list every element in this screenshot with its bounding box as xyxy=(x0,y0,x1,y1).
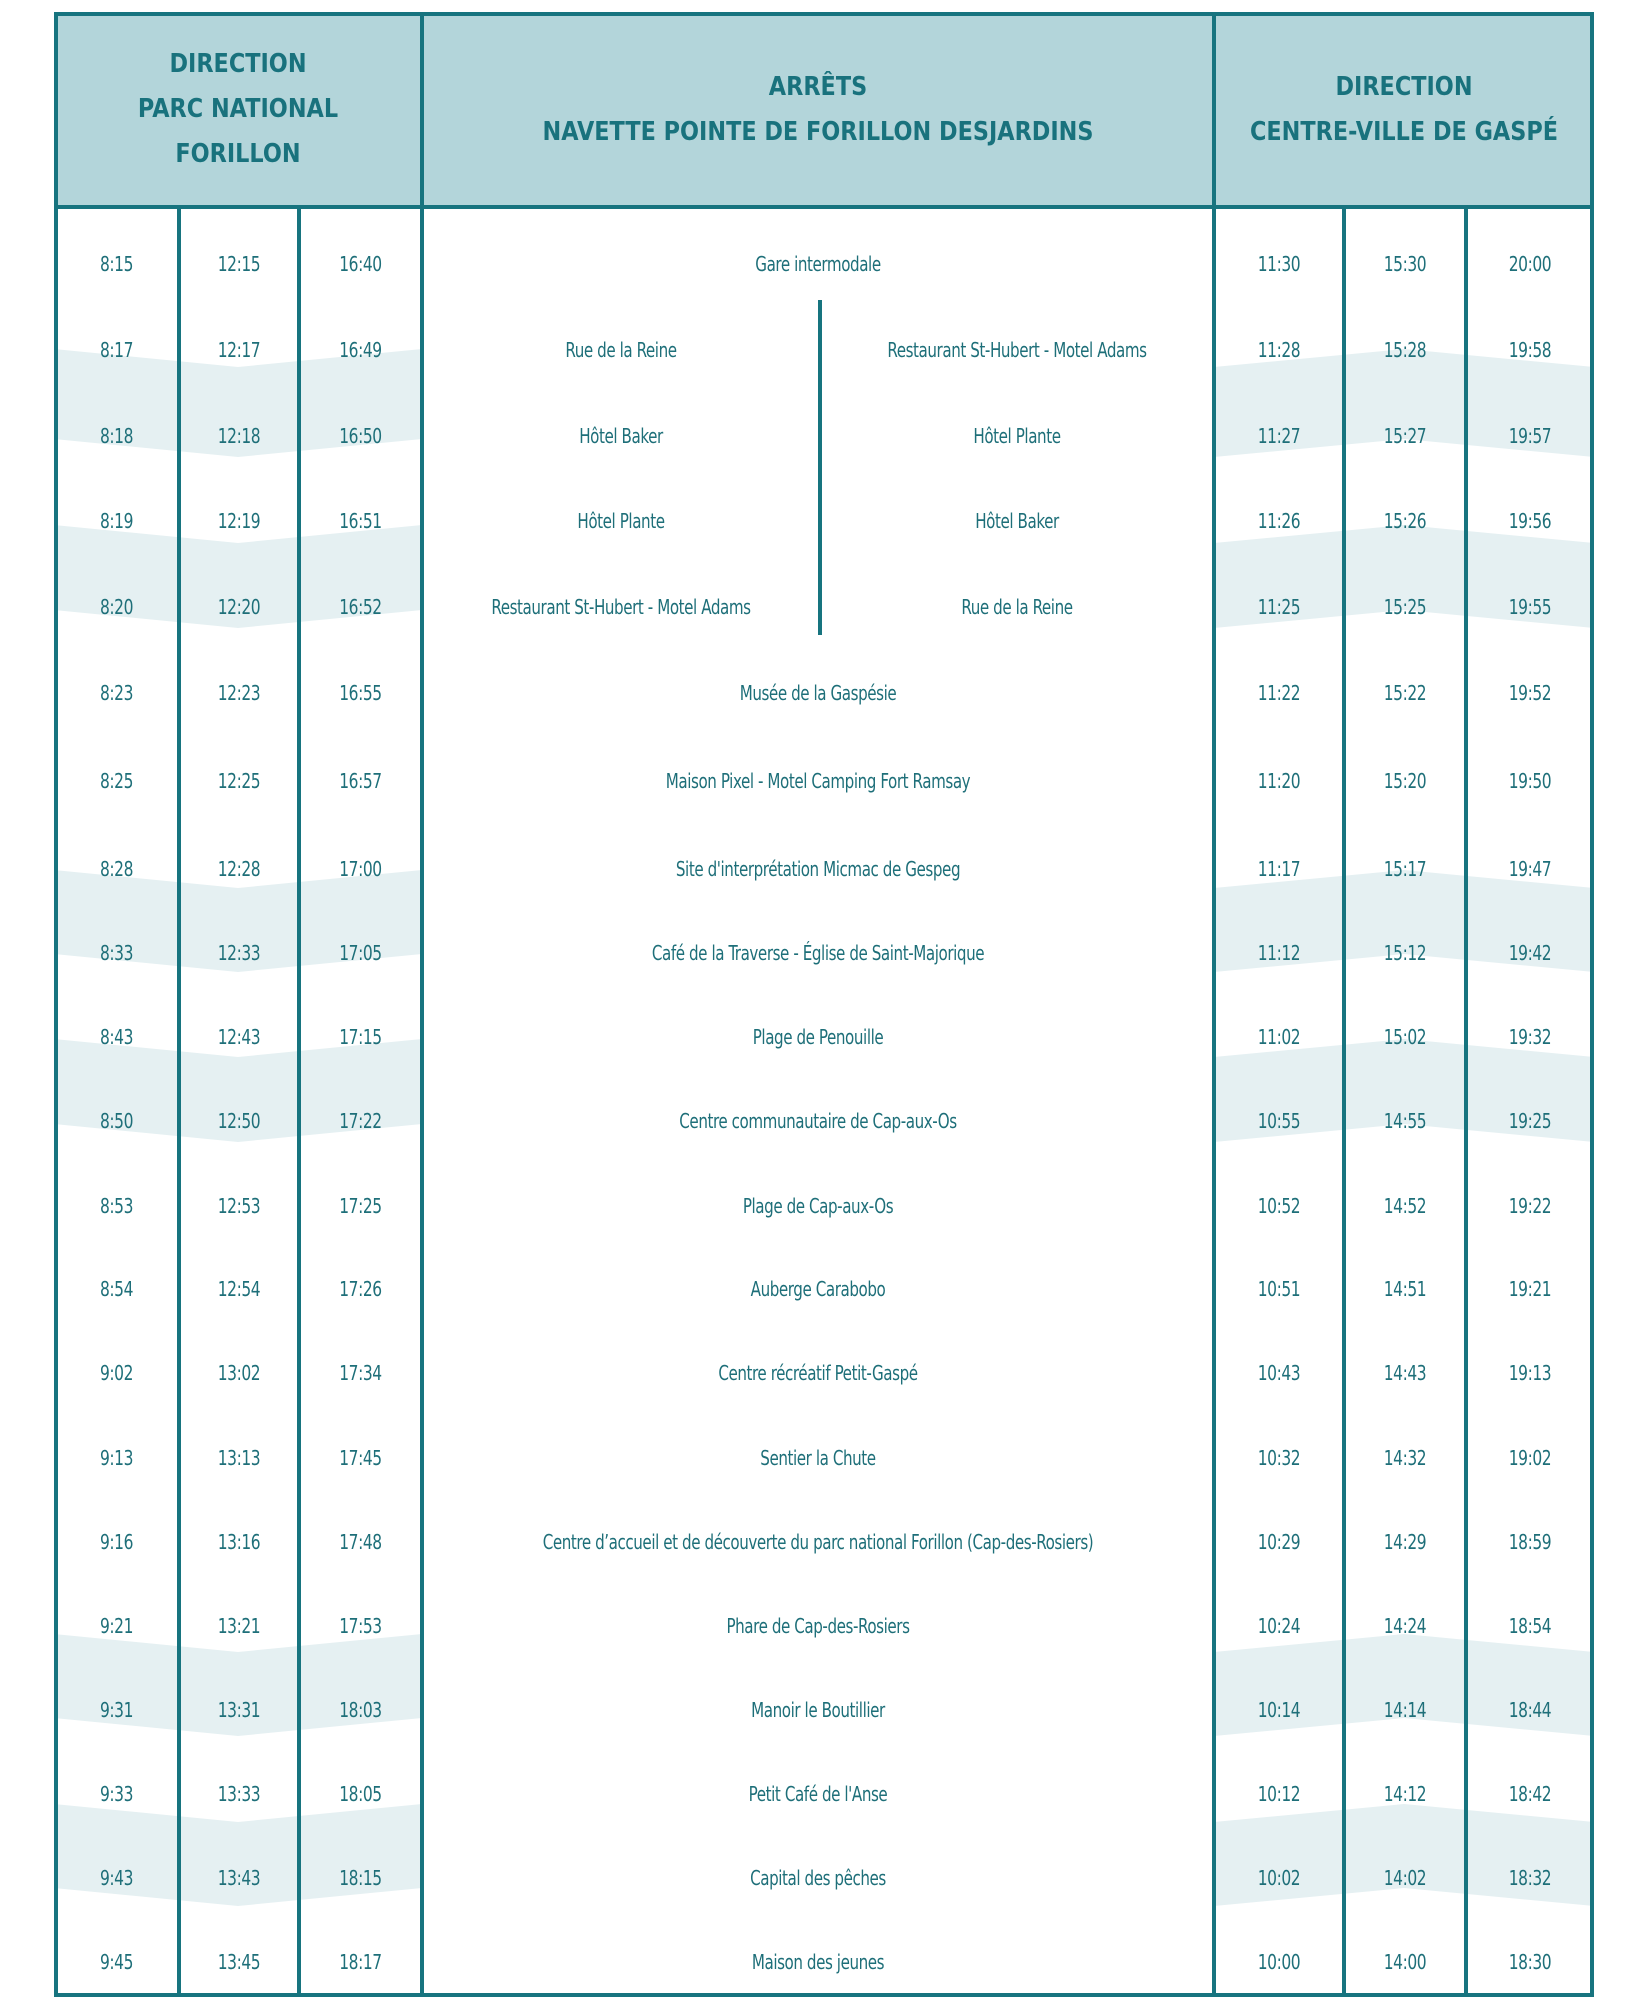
return-time: 19:21 xyxy=(1508,1277,1552,1301)
departure-time: 17:53 xyxy=(339,1614,382,1638)
return-time: 10:32 xyxy=(1257,1446,1301,1470)
return-time: 18:44 xyxy=(1508,1698,1552,1722)
departure-time: 13:13 xyxy=(217,1446,261,1470)
return-time: 19:57 xyxy=(1508,424,1552,448)
stop-name-to-park: Rue de la Reine xyxy=(565,338,677,362)
departure-time: 16:40 xyxy=(339,252,382,276)
departure-time: 9:33 xyxy=(99,1782,134,1806)
departure-time: 13:45 xyxy=(217,1950,261,1974)
departure-time: 16:49 xyxy=(339,338,382,362)
stop-name: Petit Café de l'Anse xyxy=(748,1782,888,1806)
return-time: 11:02 xyxy=(1257,1025,1301,1049)
departure-time: 16:57 xyxy=(339,769,382,793)
return-time: 14:29 xyxy=(1383,1530,1427,1554)
return-time: 10:24 xyxy=(1257,1614,1301,1638)
departure-time: 8:54 xyxy=(99,1277,134,1301)
return-time: 14:12 xyxy=(1383,1782,1427,1806)
departure-time: 18:15 xyxy=(339,1866,382,1890)
departure-time: 12:43 xyxy=(217,1025,261,1049)
departure-time: 18:03 xyxy=(339,1698,382,1722)
stop-name: Maison des jeunes xyxy=(751,1950,885,1974)
return-time: 11:28 xyxy=(1257,338,1301,362)
departure-time: 12:20 xyxy=(217,595,261,619)
header-direction-gaspe-line: CENTRE-VILLE DE GASPÉ xyxy=(1249,116,1559,147)
return-time: 11:25 xyxy=(1257,595,1301,619)
stop-name: Gare intermodale xyxy=(755,252,881,276)
return-time: 15:02 xyxy=(1383,1025,1427,1049)
return-time: 11:17 xyxy=(1257,857,1301,881)
departure-time: 9:21 xyxy=(99,1614,134,1638)
schedule-table xyxy=(54,12,1594,1997)
departure-time: 12:19 xyxy=(217,509,261,533)
stop-name: Capital des pêches xyxy=(750,1866,886,1890)
departure-time: 17:45 xyxy=(339,1446,382,1470)
stop-name: Manoir le Boutillier xyxy=(751,1698,885,1722)
return-time: 14:43 xyxy=(1383,1361,1427,1385)
departure-time: 13:31 xyxy=(217,1698,261,1722)
return-time: 10:14 xyxy=(1257,1698,1301,1722)
return-time: 10:29 xyxy=(1257,1530,1301,1554)
return-time: 14:00 xyxy=(1383,1950,1427,1974)
return-time: 14:52 xyxy=(1383,1194,1427,1218)
stop-name: Site d'interprétation Micmac de Gespeg xyxy=(675,857,961,881)
return-time: 11:20 xyxy=(1257,769,1301,793)
departure-time: 12:28 xyxy=(217,857,261,881)
return-time: 19:13 xyxy=(1508,1361,1552,1385)
return-time: 14:55 xyxy=(1383,1109,1427,1133)
departure-time: 12:33 xyxy=(217,941,261,965)
return-time: 15:17 xyxy=(1383,857,1427,881)
header-direction-parc-line: PARC NATIONAL xyxy=(137,94,339,124)
stop-name: Plage de Penouille xyxy=(752,1025,884,1049)
return-time: 19:25 xyxy=(1508,1109,1552,1133)
header-direction-parc-line: FORILLON xyxy=(175,139,301,169)
departure-time: 8:18 xyxy=(99,424,134,448)
departure-time: 16:51 xyxy=(339,509,382,533)
return-time: 19:55 xyxy=(1508,595,1552,619)
return-time: 15:20 xyxy=(1383,769,1427,793)
return-time: 18:59 xyxy=(1508,1530,1552,1554)
departure-time: 9:02 xyxy=(99,1361,134,1385)
departure-time: 12:25 xyxy=(217,769,261,793)
stop-name: Plage de Cap-aux-Os xyxy=(742,1194,894,1218)
header-direction-parc xyxy=(80,12,396,207)
return-time: 15:26 xyxy=(1383,509,1427,533)
departure-time: 18:05 xyxy=(339,1782,382,1806)
stop-name: Centre récréatif Petit-Gaspé xyxy=(718,1361,918,1385)
departure-time: 17:00 xyxy=(339,857,382,881)
departure-time: 8:28 xyxy=(99,857,134,881)
departure-time: 13:43 xyxy=(217,1866,261,1890)
departure-time: 18:17 xyxy=(339,1950,382,1974)
return-time: 15:30 xyxy=(1383,252,1427,276)
departure-time: 9:13 xyxy=(99,1446,134,1470)
departure-time: 13:02 xyxy=(217,1361,261,1385)
return-time: 10:52 xyxy=(1257,1194,1301,1218)
departure-time: 12:17 xyxy=(217,338,261,362)
return-time: 11:26 xyxy=(1257,509,1301,533)
return-time: 19:56 xyxy=(1508,509,1552,533)
departure-time: 9:45 xyxy=(99,1950,134,1974)
stop-name: Musée de la Gaspésie xyxy=(739,681,897,705)
header-arrets-line: ARRÊTS xyxy=(768,71,868,102)
stop-name: Centre d’accueil et de découverte du parc national Forillon (Cap-des-Rosiers) xyxy=(542,1530,1094,1554)
return-time: 15:25 xyxy=(1383,595,1427,619)
departure-time: 16:52 xyxy=(339,595,382,619)
departure-time: 8:17 xyxy=(99,338,134,362)
departure-time: 12:18 xyxy=(217,424,261,448)
departure-time: 12:23 xyxy=(217,681,261,705)
header-arrets-line: NAVETTE POINTE DE FORILLON DESJARDINS xyxy=(542,116,1094,147)
return-time: 19:58 xyxy=(1508,338,1552,362)
return-time: 15:27 xyxy=(1383,424,1427,448)
return-time: 10:51 xyxy=(1257,1277,1301,1301)
header-direction-gaspe xyxy=(1241,12,1568,207)
stop-name: Auberge Carabobo xyxy=(750,1277,886,1301)
return-time: 19:02 xyxy=(1508,1446,1552,1470)
return-time: 19:22 xyxy=(1508,1194,1552,1218)
stop-name: Café de la Traverse - Église de Saint-Majorique xyxy=(651,941,985,965)
header-arrets xyxy=(477,12,1158,207)
return-time: 18:30 xyxy=(1508,1950,1552,1974)
return-time: 14:51 xyxy=(1383,1277,1427,1301)
departure-time: 17:22 xyxy=(339,1109,382,1133)
stop-name: Phare de Cap-des-Rosiers xyxy=(726,1614,910,1638)
departure-time: 12:53 xyxy=(217,1194,261,1218)
departure-time: 17:34 xyxy=(339,1361,382,1385)
departure-time: 13:21 xyxy=(217,1614,261,1638)
departure-time: 17:48 xyxy=(339,1530,382,1554)
departure-time: 17:05 xyxy=(339,941,382,965)
return-time: 20:00 xyxy=(1508,252,1552,276)
departure-time: 12:15 xyxy=(217,252,261,276)
stop-name: Sentier la Chute xyxy=(760,1446,876,1470)
return-time: 10:00 xyxy=(1257,1950,1301,1974)
departure-time: 8:43 xyxy=(99,1025,134,1049)
stop-name-to-park: Restaurant St-Hubert - Motel Adams xyxy=(491,595,751,619)
stop-name: Centre communautaire de Cap-aux-Os xyxy=(679,1109,957,1133)
departure-time: 8:15 xyxy=(99,252,134,276)
departure-time: 17:26 xyxy=(339,1277,382,1301)
departure-time: 13:16 xyxy=(217,1530,261,1554)
departure-time: 8:25 xyxy=(99,769,134,793)
departure-time: 8:23 xyxy=(99,681,134,705)
return-time: 11:30 xyxy=(1257,252,1301,276)
return-time: 10:43 xyxy=(1257,1361,1301,1385)
return-time: 18:42 xyxy=(1508,1782,1552,1806)
return-time: 11:12 xyxy=(1257,941,1301,965)
return-time: 14:14 xyxy=(1383,1698,1427,1722)
departure-time: 8:53 xyxy=(99,1194,134,1218)
return-time: 18:54 xyxy=(1508,1614,1552,1638)
return-time: 10:55 xyxy=(1257,1109,1301,1133)
return-time: 19:42 xyxy=(1508,941,1552,965)
return-time: 19:50 xyxy=(1508,769,1552,793)
departure-time: 8:33 xyxy=(99,941,134,965)
departure-time: 9:43 xyxy=(99,1866,134,1890)
header-direction-gaspe-line: DIRECTION xyxy=(1335,71,1473,102)
return-time: 18:32 xyxy=(1508,1866,1552,1890)
departure-time: 9:31 xyxy=(99,1698,134,1722)
header-direction-parc-line: DIRECTION xyxy=(169,49,307,79)
departure-time: 17:25 xyxy=(339,1194,382,1218)
departure-time: 8:50 xyxy=(99,1109,134,1133)
departure-time: 17:15 xyxy=(339,1025,382,1049)
return-time: 15:22 xyxy=(1383,681,1427,705)
return-time: 19:47 xyxy=(1508,857,1552,881)
return-time: 15:28 xyxy=(1383,338,1427,362)
return-time: 15:12 xyxy=(1383,941,1427,965)
return-time: 14:24 xyxy=(1383,1614,1427,1638)
stop-name-to-park: Hôtel Plante xyxy=(577,509,665,533)
departure-time: 16:50 xyxy=(339,424,382,448)
departure-time: 13:33 xyxy=(217,1782,261,1806)
stop-name: Maison Pixel - Motel Camping Fort Ramsay xyxy=(665,769,971,793)
departure-time: 8:20 xyxy=(99,595,134,619)
stop-name-to-gaspe: Hôtel Baker xyxy=(975,509,1059,533)
return-time: 14:02 xyxy=(1383,1866,1427,1890)
departure-time: 16:55 xyxy=(339,681,382,705)
stop-name-to-gaspe: Rue de la Reine xyxy=(961,595,1073,619)
return-time: 14:32 xyxy=(1383,1446,1427,1470)
departure-time: 12:54 xyxy=(217,1277,261,1301)
return-time: 10:12 xyxy=(1257,1782,1301,1806)
stop-name-to-park: Hôtel Baker xyxy=(579,424,663,448)
stop-name-to-gaspe: Hôtel Plante xyxy=(973,424,1061,448)
return-time: 11:27 xyxy=(1257,424,1301,448)
departure-time: 8:19 xyxy=(99,509,134,533)
departure-time: 9:16 xyxy=(99,1530,134,1554)
departure-time: 12:50 xyxy=(217,1109,261,1133)
return-time: 11:22 xyxy=(1257,681,1301,705)
return-time: 19:52 xyxy=(1508,681,1552,705)
stop-name-to-gaspe: Restaurant St-Hubert - Motel Adams xyxy=(887,338,1147,362)
return-time: 10:02 xyxy=(1257,1866,1301,1890)
return-time: 19:32 xyxy=(1508,1025,1552,1049)
